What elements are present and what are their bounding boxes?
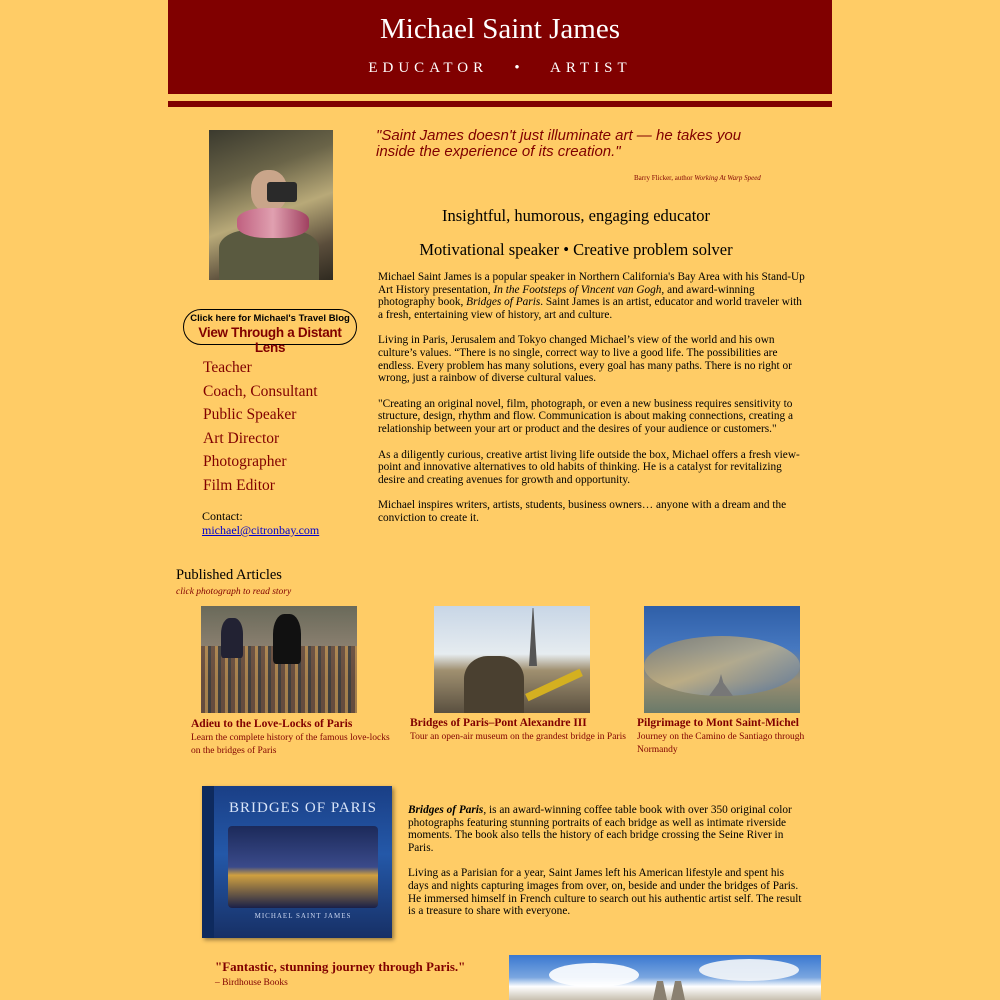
article-desc-mont-saint-michel: Journey on the Camino de Santiago through Normandy	[637, 732, 805, 755]
headline-educator: Insightful, humorous, engaging educator	[441, 206, 711, 225]
role-item: Teacher	[203, 359, 252, 376]
contact-block	[202, 509, 319, 537]
travel-blog-button-title: View Through a Distant Lens	[198, 325, 342, 355]
travel-blog-button-caption: Click here for Michael's Travel Blog	[190, 313, 350, 324]
article-desc-pont-alexandre: Tour an open-air museum on the grandest bridge in Paris	[410, 732, 626, 742]
role-item: Public Speaker	[203, 406, 297, 423]
bio-paragraph: Michael Saint James is a popular speaker in Northern California's Bay Area with his Stand-Up Art History presentation, In the Footsteps of Vincent van Gogh, and award-winning photography book, Bridges of Paris. Saint James is an artist, educator and world traveler with a fresh, entertaining view of history, art and culture.	[378, 271, 805, 321]
contact-email-link[interactable]: michael@citronbay.com	[202, 523, 320, 537]
article-title-love-locks[interactable]: Adieu to the Love-Locks of Paris	[191, 718, 353, 730]
book-cover-title: BRIDGES OF PARIS	[229, 800, 377, 816]
roles-list	[203, 358, 318, 499]
bio-paragraph: Michael inspires writers, artists, students, business owners… anyone with a dream and the conviction to create it.	[378, 499, 787, 524]
role-item: Photographer	[203, 453, 287, 470]
book-paragraph: Living as a Parisian for a year, Saint James left his American lifestyle and spent his days and nights capturing images from over, on, beside and under the bridges of Paris. He immersed himself in French culture to search out his authentic artist self. The result is a treasure to share with everyone.	[408, 867, 802, 918]
bio-text	[378, 271, 806, 538]
contact-label: Contact:	[202, 509, 243, 523]
camera-icon	[267, 182, 297, 202]
book-description	[408, 804, 804, 931]
bio-paragraph: Living in Paris, Jerusalem and Tokyo changed Michael’s view of the world and his own culture’s values. “There is no single, correct way to live a good life. The possibilities are endless. Every problem has many solutions, every goal has many paths. There is no right or wrong, just a rainbow of diverse cultural values.	[378, 334, 792, 385]
headline-speaker: Motivational speaker • Creative problem solver	[419, 240, 733, 259]
travel-blog-button[interactable]	[183, 309, 357, 355]
book-cover-bridges-of-paris[interactable]	[202, 786, 392, 938]
header-divider	[168, 101, 832, 107]
book-paragraph: Bridges of Paris, is an award-winning coffee table book with over 350 original color photographs featuring stunning portraits of each bridge as well as intimate riverside moments. The book also tells the history of each bridge crossing the Seine River in Paris.	[408, 804, 792, 854]
testimonial-quote: "Saint James doesn't just illuminate art — he takes you inside the experience of its creation."	[376, 127, 742, 160]
site-tagline: EDUCATOR • ARTIST	[368, 60, 632, 76]
testimonial-credit: Barry Flicker, author Working At Warp Speed	[634, 174, 761, 182]
article-title-mont-saint-michel[interactable]: Pilgrimage to Mont Saint-Michel	[637, 717, 799, 729]
article-photo-love-locks[interactable]	[201, 606, 357, 713]
review-source: – Birdhouse Books	[215, 978, 288, 988]
article-photo-mont-saint-michel[interactable]	[644, 606, 800, 713]
book-cover-author: MICHAEL SAINT JAMES	[254, 912, 352, 920]
role-item: Film Editor	[203, 476, 275, 494]
article-title-pont-alexandre[interactable]: Bridges of Paris–Pont Alexandre III	[410, 717, 587, 729]
article-desc-love-locks: Learn the complete history of the famous love-locks on the bridges of Paris	[191, 733, 390, 756]
portrait-photo	[209, 130, 333, 280]
role-item: Coach, Consultant	[203, 382, 318, 400]
articles-heading: Published Articles	[176, 567, 282, 583]
articles-hint: click photograph to read story	[176, 587, 292, 597]
bio-paragraph: "Creating an original novel, film, photograph, or even a new business requires sensitivity to structure, design, rhythm and flow. Communication is about making connections, creating a relationship between your art or product and the desires of your audience or customers."	[378, 397, 793, 435]
role-item: Art Director	[203, 429, 280, 447]
article-photo-pont-alexandre[interactable]	[434, 606, 590, 713]
paris-skyline-photo	[509, 955, 821, 1000]
bio-paragraph: As a diligently curious, creative artist living life outside the box, Michael offers a fresh view-point and innovative alternatives to old habits of thinking. He is a catalyst for revitalizing desire and creating avenues for growth and opportunity.	[378, 448, 800, 486]
site-title: Michael Saint James	[379, 13, 620, 45]
review-quote: "Fantastic, stunning journey through Paris."	[215, 959, 466, 974]
site-header	[168, 0, 832, 94]
